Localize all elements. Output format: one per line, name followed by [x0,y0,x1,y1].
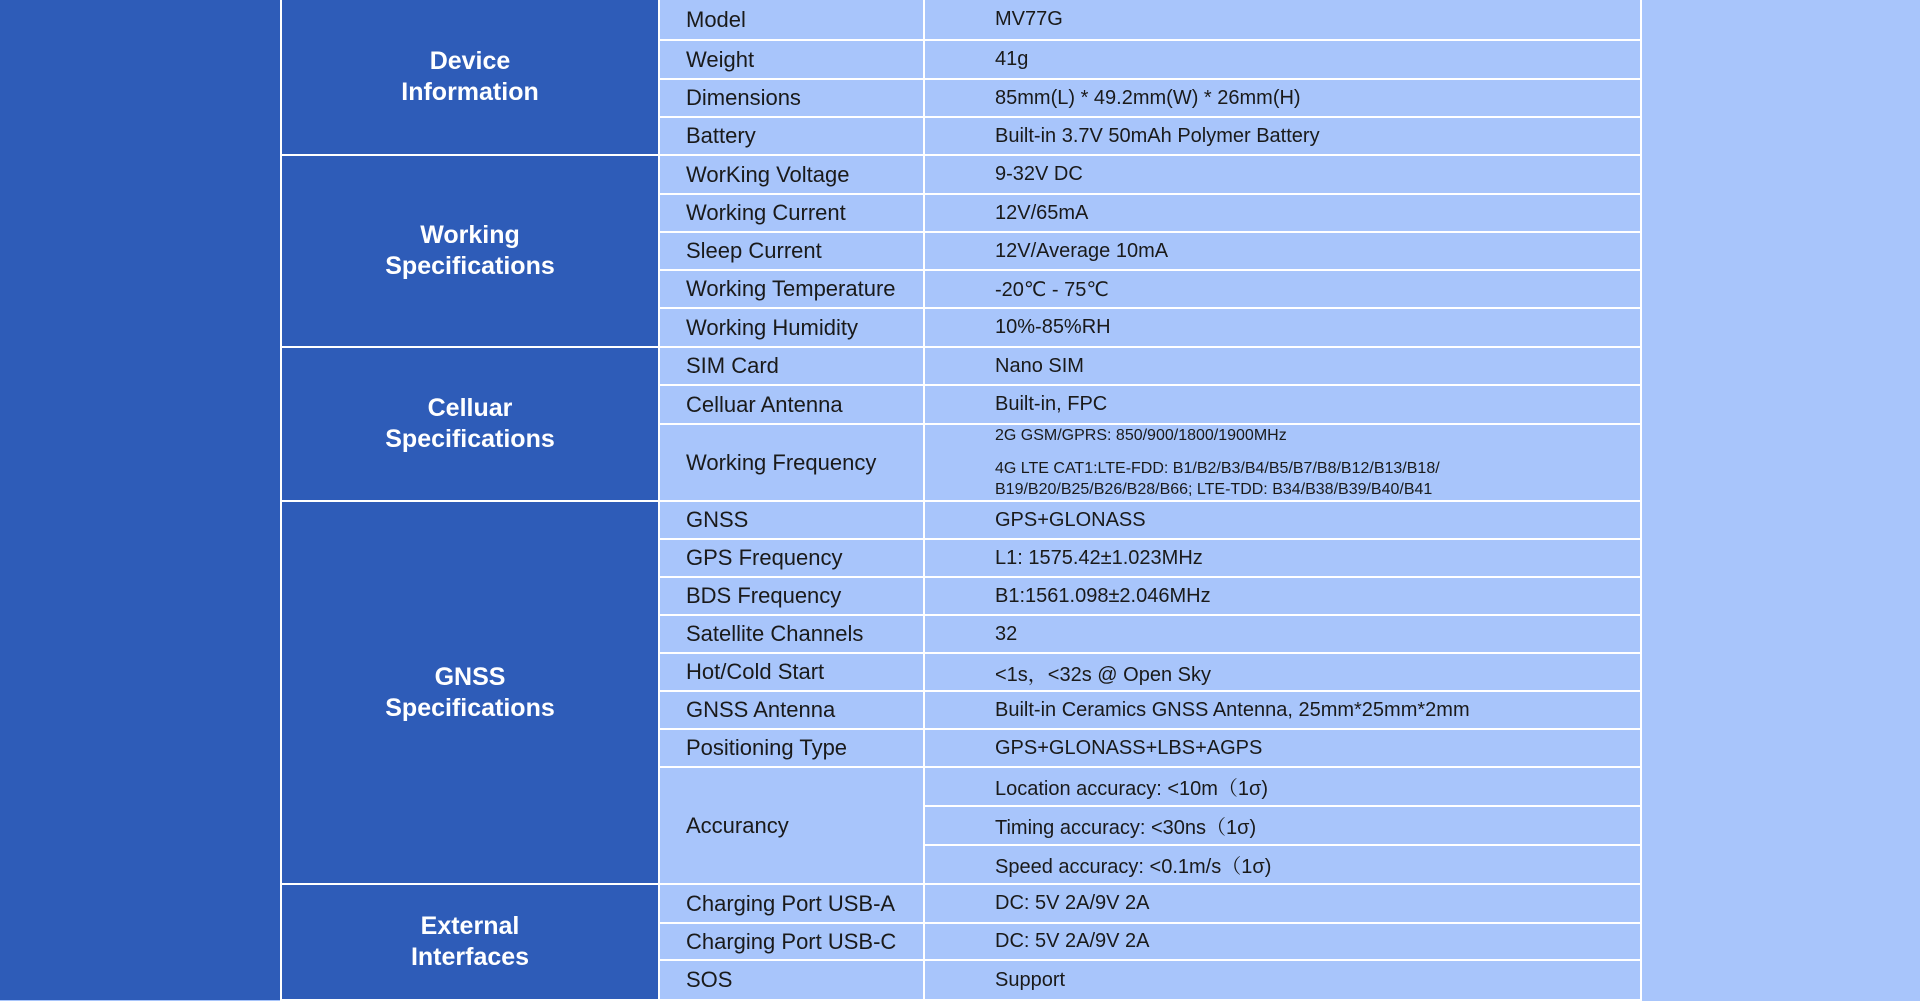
spec-label: BDS Frequency [659,577,924,615]
spec-label: GNSS Antenna [659,691,924,729]
spec-value: Built-in Ceramics GNSS Antenna, 25mm*25mm*2mm [924,691,1641,729]
section-title-line: Specifications [385,425,555,453]
frequency-line: 2G GSM/GPRS: 850/900/1800/1900MHz [995,427,1287,444]
spec-value: 12V/Average 10mA [924,232,1641,270]
spec-value: Timing accuracy: <30ns（1σ) [924,806,1641,845]
table-row [281,155,1641,194]
spec-label: Sleep Current [659,232,924,270]
spec-value: Speed accuracy: <0.1m/s（1σ) [924,845,1641,884]
spec-value: -20℃ - 75℃ [924,270,1641,308]
table-row [281,0,1641,40]
spec-value: DC: 5V 2A/9V 2A [924,923,1641,960]
spec-value: Built-in, FPC [924,385,1641,424]
spec-label: Celluar Antenna [659,385,924,424]
spec-label: Dimensions [659,79,924,117]
specifications-table [280,0,1642,1001]
spec-value: 9-32V DC [924,155,1641,194]
spec-label: Charging Port USB-A [659,884,924,923]
spec-label: GPS Frequency [659,539,924,577]
spec-value: 41g [924,40,1641,79]
spec-label: SOS [659,960,924,1000]
frequency-line: 4G LTE CAT1:LTE-FDD: B1/B2/B3/B4/B5/B7/B8/B12/B13/B18/ [995,460,1440,477]
section-working-specifications [281,155,659,347]
section-device-information [281,0,659,155]
spec-value: 12V/65mA [924,194,1641,232]
spec-value: Support [924,960,1641,1000]
spec-value: <1s，<32s @ Open Sky [924,653,1641,691]
section-title-line: Specifications [385,252,555,280]
spec-value: GPS+GLONASS [924,501,1641,539]
frequency-line: B19/B20/B25/B26/B28/B66; LTE-TDD: B34/B38/B39/B40/B41 [995,481,1433,498]
section-title-line: Device [429,47,511,75]
section-title-line: Information [401,78,539,106]
spec-label: Accurancy [659,767,924,884]
spec-label: Hot/Cold Start [659,653,924,691]
spec-value: GPS+GLONASS+LBS+AGPS [924,729,1641,767]
section-celluar-specifications [281,347,659,501]
spec-label: WorKing Voltage [659,155,924,194]
section-title-line: External [420,912,520,940]
section-title-line: Working [420,221,520,249]
spec-label: Weight [659,40,924,79]
table-row [281,501,1641,539]
section-external-interfaces [281,884,659,1000]
spec-value: 10%-85%RH [924,308,1641,347]
spec-value: B1:1561.098±2.046MHz [924,577,1641,615]
spec-label: Working Humidity [659,308,924,347]
section-title-line: GNSS [434,662,506,691]
section-title-line: Interfaces [410,943,530,971]
section-title-line: Celluar [427,394,513,422]
table-row [281,884,1641,923]
left-background-panel [0,0,280,1000]
spec-label: Working Current [659,194,924,232]
spec-label: Model [659,0,924,40]
spec-value: L1: 1575.42±1.023MHz [924,539,1641,577]
section-title-line: Specifications [385,693,555,722]
spec-value: DC: 5V 2A/9V 2A [924,884,1641,923]
table-row [281,347,1641,385]
spec-value: Built-in 3.7V 50mAh Polymer Battery [924,117,1641,155]
spec-value: MV77G [924,0,1641,40]
spec-label: Working Frequency [659,424,924,501]
spec-label: Battery [659,117,924,155]
spec-value: Nano SIM [924,347,1641,385]
section-gnss-specifications [281,501,659,884]
spec-label: Positioning Type [659,729,924,767]
spec-label: Satellite Channels [659,615,924,653]
spec-value: 32 [924,615,1641,653]
spec-value-multiline [924,424,1641,501]
spec-label: SIM Card [659,347,924,385]
spec-label: Working Temperature [659,270,924,308]
spec-label: GNSS [659,501,924,539]
spec-label: Charging Port USB-C [659,923,924,960]
spec-value: Location accuracy: <10m（1σ) [924,767,1641,806]
spec-value: 85mm(L) * 49.2mm(W) * 26mm(H) [924,79,1641,117]
